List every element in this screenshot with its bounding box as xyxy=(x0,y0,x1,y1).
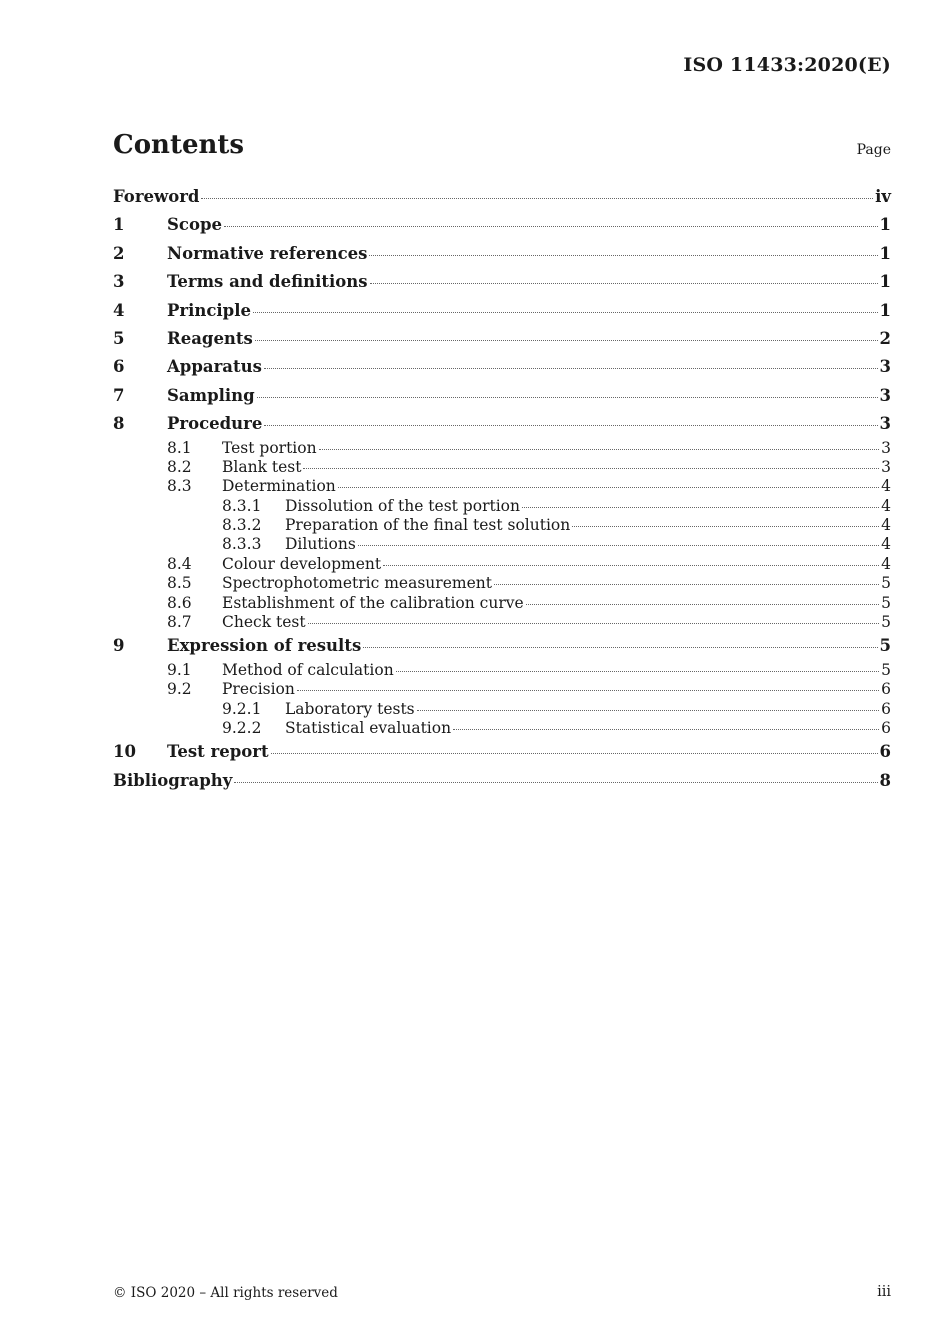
toc-entry-title: Bibliography xyxy=(113,770,233,790)
toc-entry[interactable] xyxy=(113,680,891,699)
toc-entry-title: Determination xyxy=(222,477,336,496)
toc-entry-page: 4 xyxy=(881,496,891,515)
toc-entry-number: 8 xyxy=(113,414,125,434)
toc-entry-title: Procedure xyxy=(167,414,263,434)
toc-entry-number: 8.4 xyxy=(167,554,192,573)
toc-entry[interactable] xyxy=(113,574,891,593)
toc-entry-page: 4 xyxy=(881,477,891,496)
toc-entry[interactable] xyxy=(113,297,891,325)
toc-entry-number: 8.6 xyxy=(167,593,192,612)
toc-entry-title: Preparation of the final test solution xyxy=(285,516,571,535)
dot-leader xyxy=(224,226,878,227)
toc-entry[interactable] xyxy=(113,738,891,766)
toc-entry-title: Foreword xyxy=(113,187,200,206)
toc-entry-number: 2 xyxy=(113,243,125,263)
toc-entry[interactable] xyxy=(113,497,891,516)
toc-entry-page: 3 xyxy=(881,438,891,457)
toc-entry-page: 6 xyxy=(881,699,891,718)
toc-entry[interactable] xyxy=(113,211,891,239)
table-of-contents xyxy=(113,183,891,795)
toc-entry-number: 8.1 xyxy=(167,438,192,457)
toc-entry-number: 8.3.2 xyxy=(222,516,262,535)
toc-entry[interactable] xyxy=(113,477,891,496)
dot-leader xyxy=(526,604,879,605)
dot-leader xyxy=(303,468,879,469)
toc-entry[interactable] xyxy=(113,410,891,438)
toc-entry[interactable] xyxy=(113,516,891,535)
toc-entry-number: 9.1 xyxy=(167,660,192,679)
dot-leader xyxy=(383,565,879,566)
toc-entry-number: 3 xyxy=(113,272,125,292)
toc-entry-title: Colour development xyxy=(222,554,382,573)
toc-entry-number: 8.7 xyxy=(167,613,192,632)
toc-entry-number: 10 xyxy=(113,742,136,762)
toc-entry-title: Precision xyxy=(222,680,295,699)
toc-entry-title: Dissolution of the test portion xyxy=(285,496,520,515)
dot-leader xyxy=(257,397,878,398)
toc-entry-number: 8.3.1 xyxy=(222,496,262,515)
toc-entry[interactable] xyxy=(113,458,891,477)
toc-entry-page: 3 xyxy=(879,385,891,405)
toc-entry[interactable] xyxy=(113,661,891,680)
toc-entry-title: Normative references xyxy=(167,243,368,263)
toc-entry[interactable] xyxy=(113,719,891,738)
toc-entry-number: 9.2 xyxy=(167,680,192,699)
dot-leader xyxy=(264,425,877,426)
dot-leader xyxy=(201,198,873,199)
dot-leader xyxy=(453,729,879,730)
toc-entry-page: 5 xyxy=(881,593,891,612)
toc-entry[interactable] xyxy=(113,353,891,381)
toc-entry-number: 9.2.1 xyxy=(222,699,262,718)
toc-entry[interactable] xyxy=(113,594,891,613)
toc-entry-page: 5 xyxy=(881,574,891,593)
toc-entry-page: 3 xyxy=(879,357,891,377)
toc-entry-page: 1 xyxy=(879,215,891,235)
contents-title: Contents xyxy=(113,130,245,160)
toc-entry-title: Statistical evaluation xyxy=(285,718,452,737)
dot-leader xyxy=(255,340,878,341)
toc-entry[interactable] xyxy=(113,555,891,574)
toc-entry-title: Scope xyxy=(167,215,223,235)
dot-leader xyxy=(253,312,878,313)
toc-entry[interactable] xyxy=(113,183,891,211)
toc-entry[interactable] xyxy=(113,700,891,719)
dot-leader xyxy=(396,671,879,672)
toc-entry-page: 8 xyxy=(879,770,891,790)
footer-copyright: © ISO 2020 – All rights reserved xyxy=(113,1285,338,1301)
toc-entry[interactable] xyxy=(113,535,891,554)
toc-entry-title: Method of calculation xyxy=(222,660,394,679)
dot-leader xyxy=(308,623,880,624)
toc-entry[interactable] xyxy=(113,613,891,632)
toc-entry-page: 1 xyxy=(879,300,891,320)
toc-entry-title: Reagents xyxy=(167,328,253,348)
toc-entry[interactable] xyxy=(113,268,891,296)
toc-entry-number: 9.2.2 xyxy=(222,718,262,737)
dot-leader xyxy=(358,545,879,546)
toc-entry-number: 4 xyxy=(113,300,125,320)
toc-entry-title: Principle xyxy=(167,300,251,320)
toc-entry-page: 6 xyxy=(879,742,891,762)
toc-entry-number: 7 xyxy=(113,385,125,405)
toc-entry-title: Apparatus xyxy=(167,357,262,377)
toc-entry[interactable] xyxy=(113,767,891,795)
toc-entry-page: 3 xyxy=(879,414,891,434)
dot-leader xyxy=(319,449,880,450)
toc-entry-page: 5 xyxy=(881,613,891,632)
toc-entry-title: Establishment of the calibration curve xyxy=(222,593,524,612)
toc-entry-number: 6 xyxy=(113,357,125,377)
toc-entry[interactable] xyxy=(113,325,891,353)
toc-entry-page: 1 xyxy=(879,272,891,292)
toc-entry-page: 6 xyxy=(881,680,891,699)
dot-leader xyxy=(522,507,879,508)
toc-entry-number: 8.3.3 xyxy=(222,535,262,554)
toc-entry-page: 1 xyxy=(879,243,891,263)
toc-entry-title: Expression of results xyxy=(167,636,362,656)
toc-entry-page: 4 xyxy=(881,535,891,554)
dot-leader xyxy=(297,690,879,691)
toc-entry[interactable] xyxy=(113,240,891,268)
document-id: ISO 11433:2020(E) xyxy=(683,54,891,76)
toc-entry-page: 5 xyxy=(879,636,891,656)
toc-entry[interactable] xyxy=(113,382,891,410)
toc-entry-title: Check test xyxy=(222,613,306,632)
toc-entry-title: Test report xyxy=(167,742,269,762)
toc-entry-page: 5 xyxy=(881,660,891,679)
toc-entry-title: Sampling xyxy=(167,385,255,405)
toc-entry-page: 2 xyxy=(879,328,891,348)
dot-leader xyxy=(363,647,877,648)
toc-entry-number: 8.3 xyxy=(167,477,192,496)
toc-entry-title: Laboratory tests xyxy=(285,699,415,718)
dot-leader xyxy=(370,283,878,284)
toc-entry-title: Test portion xyxy=(222,438,317,457)
toc-entry-number: 9 xyxy=(113,636,125,656)
dot-leader xyxy=(572,526,879,527)
toc-entry-title: Spectrophotometric measurement xyxy=(222,574,492,593)
footer-page-number: iii xyxy=(877,1284,891,1300)
toc-entry-number: 5 xyxy=(113,328,125,348)
toc-entry-number: 1 xyxy=(113,215,125,235)
toc-entry-title: Dilutions xyxy=(285,535,356,554)
page-column-label: Page xyxy=(856,142,891,158)
toc-entry-page: 3 xyxy=(881,457,891,476)
toc-entry-page: iv xyxy=(875,187,891,206)
dot-leader xyxy=(264,368,878,369)
toc-entry-page: 6 xyxy=(881,718,891,737)
toc-entry-title: Blank test xyxy=(222,457,302,476)
toc-entry[interactable] xyxy=(113,632,891,660)
dot-leader xyxy=(494,584,879,585)
dot-leader xyxy=(369,255,877,256)
toc-entry[interactable] xyxy=(113,439,891,458)
dot-leader xyxy=(417,710,879,711)
dot-leader xyxy=(271,753,878,754)
dot-leader xyxy=(338,487,879,488)
dot-leader xyxy=(234,782,877,783)
toc-entry-title: Terms and definitions xyxy=(167,272,368,292)
toc-entry-number: 8.5 xyxy=(167,574,192,593)
toc-entry-number: 8.2 xyxy=(167,457,192,476)
toc-entry-page: 4 xyxy=(881,516,891,535)
toc-entry-page: 4 xyxy=(881,554,891,573)
